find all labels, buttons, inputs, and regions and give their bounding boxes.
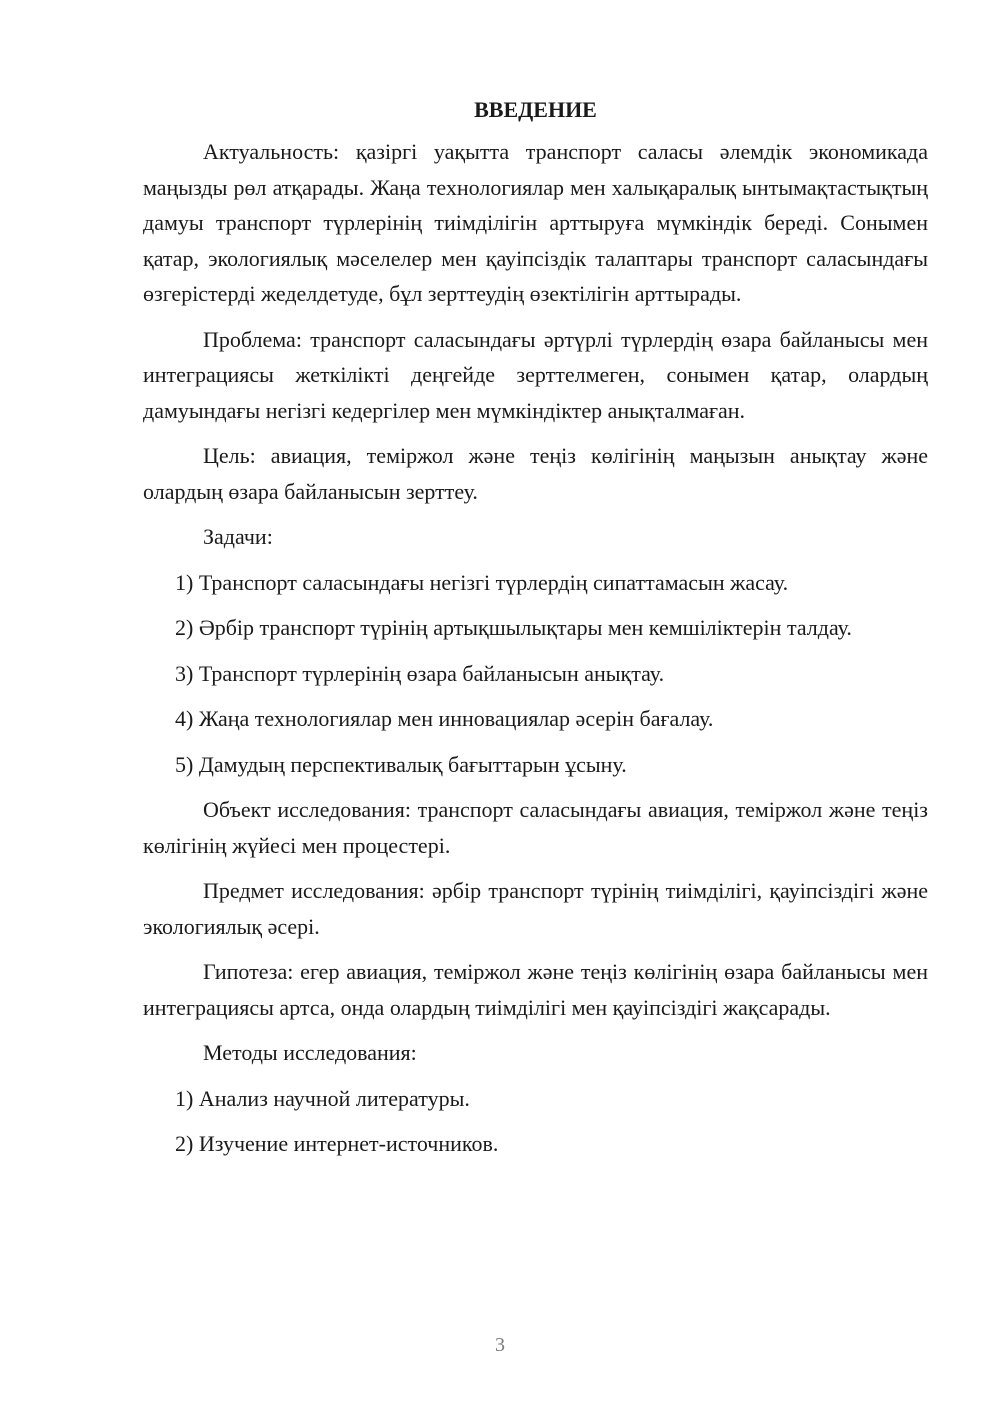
page-content [143,92,928,1172]
task-item-3: 3) Транспорт түрлерінің өзара байланысын анықтау. [175,660,665,686]
subject-paragraph: Предмет исследования: әрбір транспорт түрінің тиімділігі, қауіпсіздігі және экологиялық әсері. [143,878,928,939]
task-item-4: 4) Жаңа технологиялар мен инновациялар әсерін бағалау. [175,706,714,731]
task-item-1: 1) Транспорт саласындағы негізгі түрлердің сипаттамасын жасау. [175,569,789,595]
task-item-2: 2) Әрбір транспорт түрінің артықшылықтары мен кемшіліктерін талдау. [175,615,852,640]
relevance-paragraph: Актуальность: қазіргі уақытта транспорт саласы әлемдік экономикада маңызды рөл атқарады. Жаңа технологиялар мен халықаралық ынтымақтастықтың дамуы транспорт түрлерінің тиімділігін арттыруға мүмкіндік береді. Сонымен қатар, экологиялық мәселелер мен қауіпсіздік талаптары транспорт саласындағы өзгерістерді жеделдетуде, бұл зерттеудің өзектілігін арттырады. [143,139,928,306]
task-item-5: 5) Дамудың перспективалық бағыттарын ұсыну. [175,751,627,777]
tasks-heading: Задачи: [203,524,273,549]
methods-heading: Методы исследования: [203,1040,417,1065]
problem-paragraph: Проблема: транспорт саласындағы әртүрлі түрлердің өзара байланысы мен интеграциясы жеткілікті деңгейде зерттелмеген, сонымен қатар, олардың дамуындағы негізгі кедергілер мен мүмкіндіктер анықталмаған. [143,326,928,423]
page-number: 3 [495,1334,505,1356]
object-paragraph: Объект исследования: транспорт саласындағы авиация, теміржол және теңіз көлігінің жүйесі мен процестері. [143,797,928,858]
method-item-1: 1) Анализ научной литературы. [175,1085,470,1111]
hypothesis-paragraph: Гипотеза: егер авиация, теміржол және теңіз көлігінің өзара байланысы мен интеграциясы артса, онда олардың тиімділігі мен қауіпсіздігі жақсарады. [143,959,928,1020]
goal-paragraph: Цель: авиация, теміржол және теңіз көлігінің маңызын анықтау және олардың өзара байланысын зерттеу. [143,443,928,504]
page-title: ВВЕДЕНИЕ [474,97,597,122]
method-item-2: 2) Изучение интернет-источников. [175,1131,499,1156]
